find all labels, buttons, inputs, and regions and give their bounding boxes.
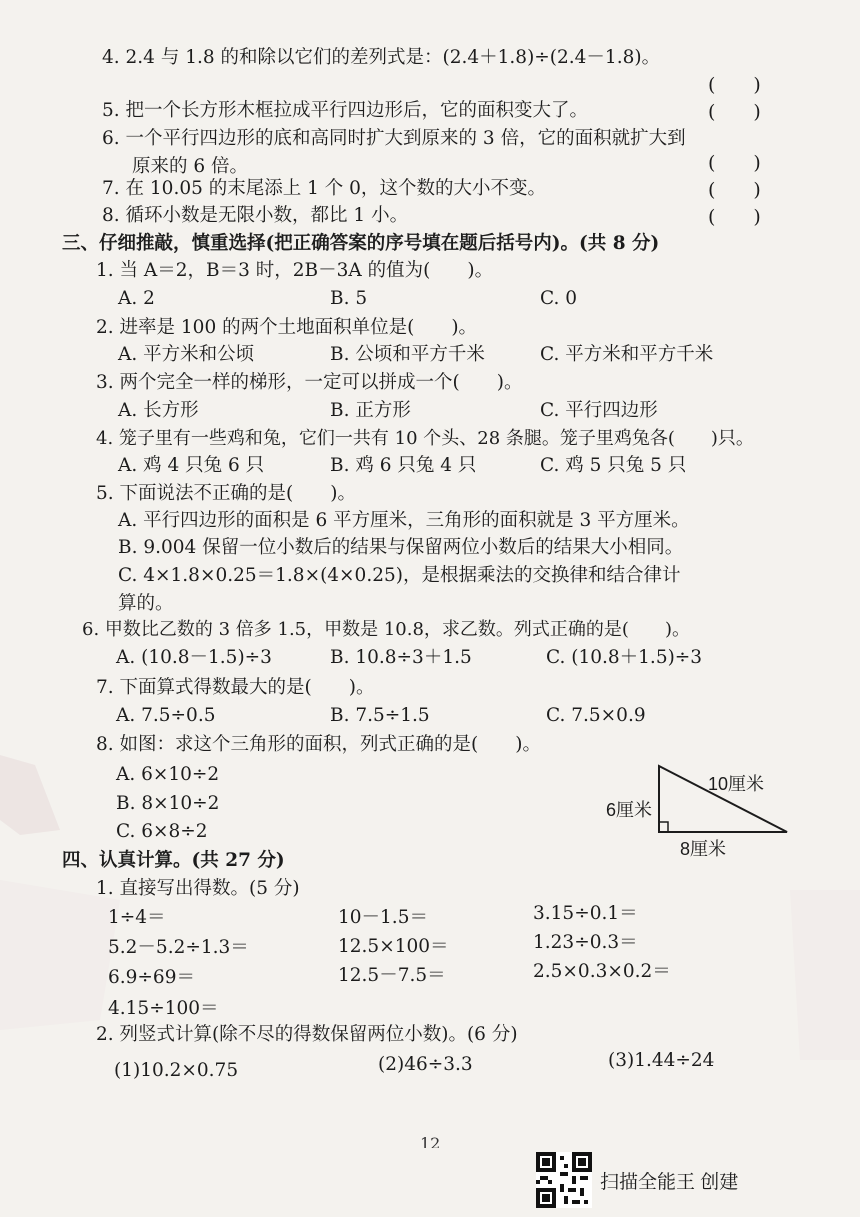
calc-item: 5.2－5.2÷1.3＝ xyxy=(108,937,249,958)
choice-q6-option-c: C. (10.8＋1.5)÷3 xyxy=(546,647,703,668)
section3-title: 三、仔细推敲，慎重选择(把正确答案的序号填在题后括号内)。(共 8 分) xyxy=(62,233,660,254)
judge-q6-line1: 6. 一个平行四边形的底和高同时扩大到原来的 3 倍，它的面积就扩大到 xyxy=(102,128,686,149)
calc-item: 12.5×100＝ xyxy=(338,936,449,957)
judge-q8-answer-paren[interactable]: ( ) xyxy=(708,206,761,228)
vertical-calc-item-1: (1)10.2×0.75 xyxy=(114,1060,239,1081)
choice-q2-option-b: B. 公顷和平方千米 xyxy=(330,344,485,365)
calc-item: 12.5－7.5＝ xyxy=(338,965,446,986)
choice-q1-option-b: B. 5 xyxy=(330,288,368,309)
choice-q8-option-c: C. 6×8÷2 xyxy=(116,821,208,842)
qr-code-icon xyxy=(536,1152,592,1208)
choice-q5-option-b: B. 9.004 保留一位小数后的结果与保留两位小数后的结果大小相同。 xyxy=(118,537,684,558)
calc-item: 1.23÷0.3＝ xyxy=(533,932,638,953)
calc-part1-title: 1. 直接写出得数。(5 分) xyxy=(96,878,300,899)
choice-q8-stem: 8. 如图：求这个三角形的面积，列式正确的是( )。 xyxy=(96,734,541,755)
triangle-horizontal-leg-label: 8厘米 xyxy=(680,839,727,859)
calc-item: 2.5×0.3×0.2＝ xyxy=(533,961,671,982)
choice-q4-option-c: C. 鸡 5 只兔 5 只 xyxy=(540,455,687,476)
choice-q6-option-a: A. (10.8－1.5)÷3 xyxy=(116,647,272,668)
choice-q4-option-a: A. 鸡 4 只兔 6 只 xyxy=(118,455,265,476)
judge-q8: 8. 循环小数是无限小数，都比 1 小。 xyxy=(102,205,409,226)
calc-part2-title: 2. 列竖式计算(除不尽的得数保留两位小数)。(6 分) xyxy=(96,1024,518,1045)
judge-q4: 4. 2.4 与 1.8 的和除以它们的差列式是：(2.4＋1.8)÷(2.4－1.8)。 xyxy=(102,47,661,68)
choice-q5-option-a: A. 平行四边形的面积是 6 平方厘米，三角形的面积就是 3 平方厘米。 xyxy=(118,510,690,531)
page-number: 12 xyxy=(420,1136,441,1148)
choice-q7-option-c: C. 7.5×0.9 xyxy=(546,705,646,726)
judge-q7-answer-paren[interactable]: ( ) xyxy=(708,179,761,201)
judge-q7: 7. 在 10.05 的末尾添上 1 个 0，这个数的大小不变。 xyxy=(102,178,546,199)
calc-item: 4.15÷100＝ xyxy=(108,998,219,1019)
choice-q3-option-a: A. 长方形 xyxy=(118,400,199,421)
choice-q5-stem: 5. 下面说法不正确的是( )。 xyxy=(96,483,356,504)
choice-q6-stem: 6. 甲数比乙数的 3 倍多 1.5，甲数是 10.8，求乙数。列式正确的是( )。 xyxy=(82,619,690,640)
choice-q1-option-c: C. 0 xyxy=(540,288,578,309)
choice-q2-stem: 2. 进率是 100 的两个土地面积单位是( )。 xyxy=(96,317,478,338)
choice-q2-option-c: C. 平方米和平方千米 xyxy=(540,344,714,365)
choice-q1-option-a: A. 2 xyxy=(118,288,155,309)
vertical-calc-item-2: (2)46÷3.3 xyxy=(378,1054,473,1075)
page-number-clip xyxy=(420,1136,460,1148)
choice-q5-option-c-line2: 算的。 xyxy=(118,593,174,614)
choice-q7-option-a: A. 7.5÷0.5 xyxy=(116,705,216,726)
choice-q3-option-b: B. 正方形 xyxy=(330,400,411,421)
choice-q8-option-b: B. 8×10÷2 xyxy=(116,793,220,814)
calc-item: 10－1.5＝ xyxy=(338,907,428,928)
choice-q2-option-a: A. 平方米和公顷 xyxy=(118,344,255,365)
choice-q4-option-b: B. 鸡 6 只兔 4 只 xyxy=(330,455,477,476)
choice-q5-option-c-line1: C. 4×1.8×0.25＝1.8×(4×0.25)，是根据乘法的交换律和结合律计 xyxy=(118,565,681,586)
choice-q6-option-b: B. 10.8÷3＋1.5 xyxy=(330,647,472,668)
choice-q7-option-b: B. 7.5÷1.5 xyxy=(330,705,430,726)
scanner-watermark-text: 扫描全能王 创建 xyxy=(600,1172,739,1193)
judge-q6-line2: 原来的 6 倍。 xyxy=(132,156,249,177)
vertical-calc-item-3: (3)1.44÷24 xyxy=(608,1050,715,1071)
choice-q1-stem: 1. 当 A＝2，B＝3 时，2B－3A 的值为( )。 xyxy=(96,260,494,281)
triangle-hypotenuse-label: 10厘米 xyxy=(708,774,765,794)
judge-q4-answer-paren[interactable]: ( ) xyxy=(708,74,761,96)
calc-item: 1÷4＝ xyxy=(108,907,166,928)
section4-title: 四、认真计算。(共 27 分) xyxy=(62,850,285,871)
judge-q6-answer-paren[interactable]: ( ) xyxy=(708,152,761,174)
calc-item: 6.9÷69＝ xyxy=(108,967,195,988)
calc-item: 3.15÷0.1＝ xyxy=(533,903,638,924)
choice-q8-option-a: A. 6×10÷2 xyxy=(116,764,220,785)
judge-q5-answer-paren[interactable]: ( ) xyxy=(708,101,761,123)
choice-q7-stem: 7. 下面算式得数最大的是( )。 xyxy=(96,677,375,698)
choice-q3-stem: 3. 两个完全一样的梯形，一定可以拼成一个( )。 xyxy=(96,372,523,393)
judge-q5: 5. 把一个长方形木框拉成平行四边形后，它的面积变大了。 xyxy=(102,100,589,121)
triangle-vertical-leg-label: 6厘米 xyxy=(606,800,653,820)
choice-q4-stem: 4. 笼子里有一些鸡和兔，它们一共有 10 个头、28 条腿。笼子里鸡兔各( )只。 xyxy=(96,428,754,449)
choice-q3-option-c: C. 平行四边形 xyxy=(540,400,658,421)
